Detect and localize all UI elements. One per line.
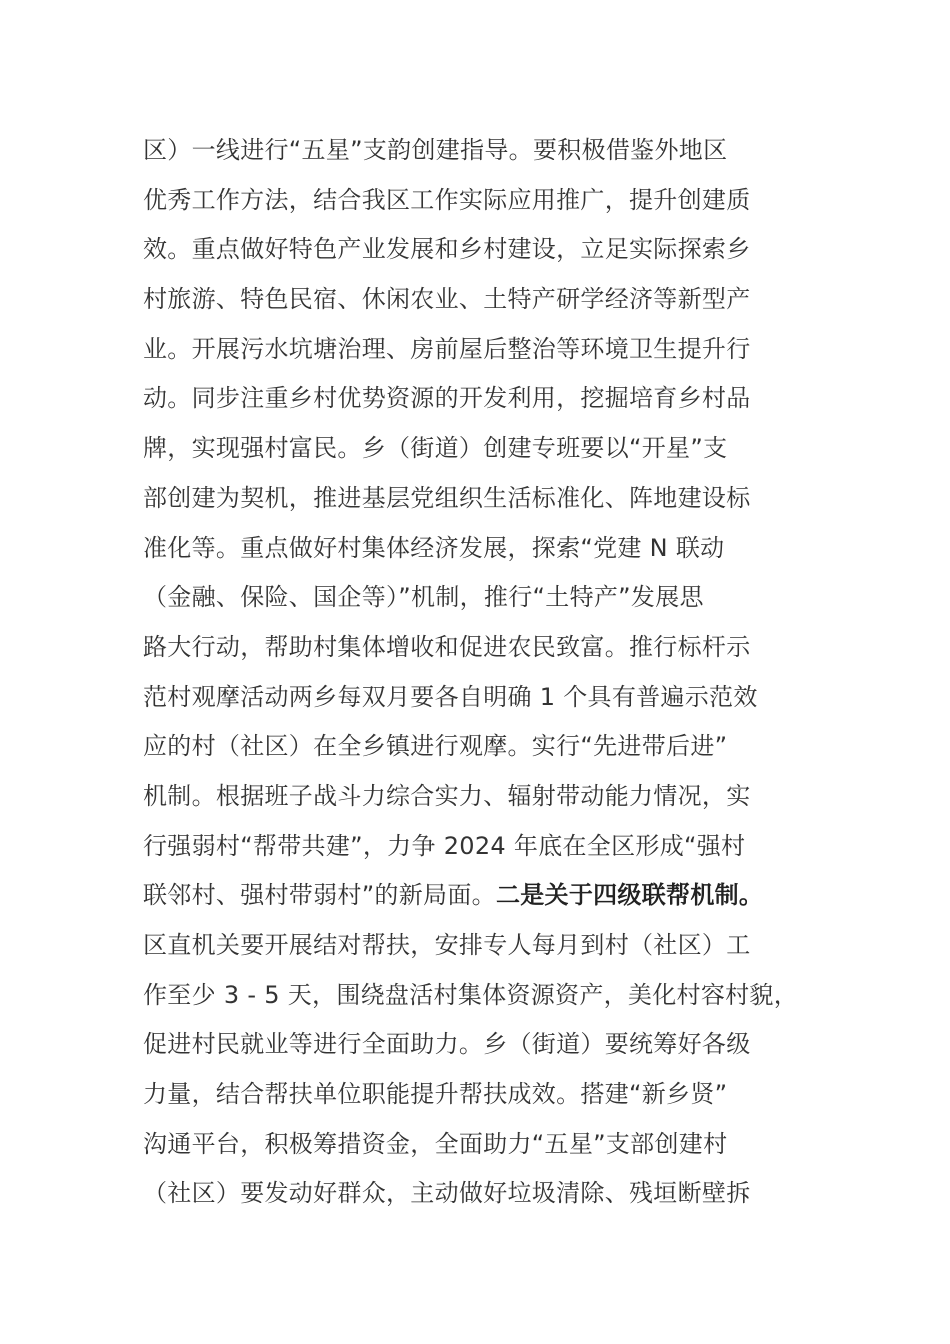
text-line: 效。重点做好特色产业发展和乡村建设，立足实际探索乡 [143, 235, 751, 264]
text-line [143, 871, 843, 921]
text-line: 作至少 3 - 5 天，围绕盘活村集体资源资产，美化村容村貌， [143, 980, 799, 1009]
text-line: 路大行动，帮助村集体增收和促进农民致富。推行标杆示 [143, 632, 751, 661]
text-segment: 联邻村、强村带弱村”的新局面。 [143, 881, 496, 910]
text-line: 范村观摩活动两乡每双月要各自明确 1 个具有普遍示范效 [143, 682, 758, 711]
section-heading-inline: 二是关于四级联帮机制。 [495, 881, 764, 910]
text-line: 牌，实现强村富民。乡（街道）创建专班要以“开星”支 [143, 434, 728, 463]
text-line: 应的村（社区）在全乡镇进行观摩。实行“先进带后进” [143, 732, 728, 761]
text-line: （金融、保险、国企等）”机制，推行“土特产”发展思 [143, 583, 704, 612]
text-line: 业。开展污水坑塘治理、房前屋后整治等环境卫生提升行 [143, 334, 751, 363]
text-line: 动。同步注重乡村优势资源的开发利用，挖掘培育乡村品 [143, 384, 751, 413]
text-line: 力量，结合帮扶单位职能提升帮扶成效。搭建“新乡贤” [143, 1080, 728, 1109]
text-line: 区）一线进行“五星”支韵创建指导。要积极借鉴外地区 [143, 136, 728, 164]
text-line: 村旅游、特色民宿、休闲农业、土特产研学经济等新型产 [143, 285, 751, 314]
text-line: 部创建为契机，推进基层党组织生活标准化、阵地建设标 [143, 483, 751, 512]
text-line: 行强弱村“帮带共建”，力争 2024 年底在全区形成“强村 [143, 831, 746, 860]
text-line: 区直机关要开展结对帮扶，安排专人每月到村（社区）工 [143, 931, 751, 959]
text-line: 机制。根据班子战斗力综合实力、辐射带动能力情况，实 [143, 781, 751, 810]
text-line: 优秀工作方法，结合我区工作实际应用推广，提升创建质 [143, 185, 751, 214]
text-line: 促进村民就业等进行全面助力。乡（街道）要统筹好各级 [143, 1030, 751, 1059]
text-line: 准化等。重点做好村集体经济发展，探索“党建 N 联动 [143, 533, 725, 562]
body-paragraph [143, 126, 843, 1219]
text-line: 沟通平台，积极筹措资金，全面助力“五星”支部创建村 [143, 1129, 728, 1158]
text-line: （社区）要发动好群众，主动做好垃圾清除、残垣断壁拆 [143, 1179, 751, 1208]
